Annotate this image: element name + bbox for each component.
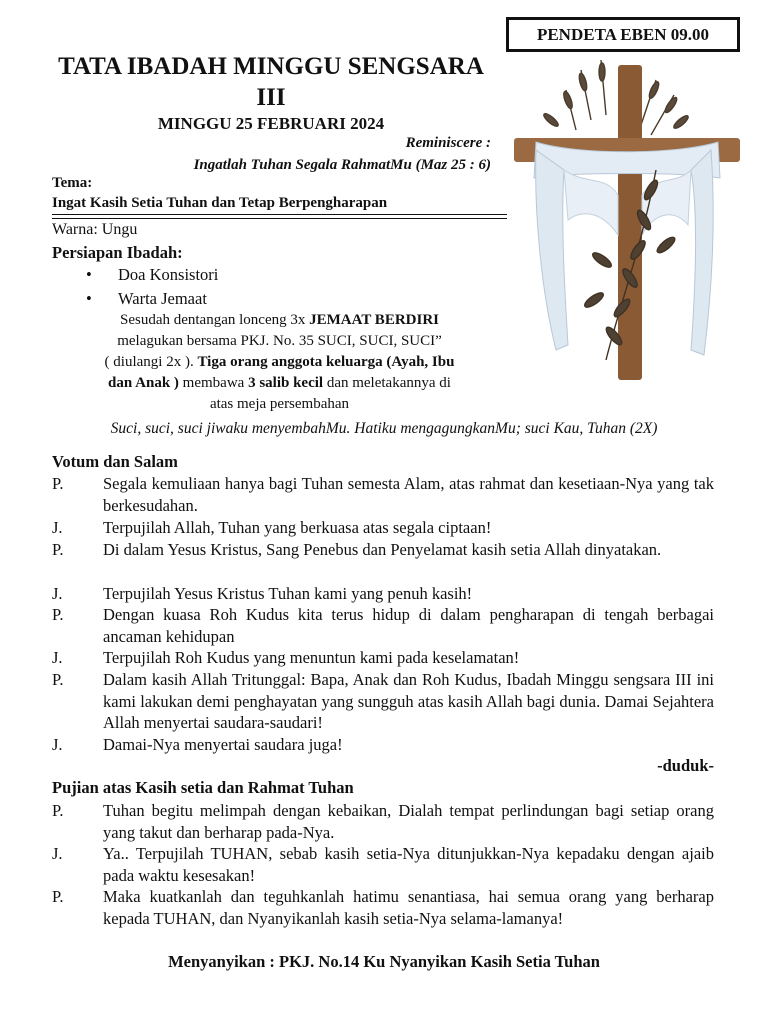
liturgy-line: J. Damai-Nya menyertai saudara juga! (52, 735, 343, 754)
liturgy-line: P. Dengan kuasa Roh Kudus kita terus hidup di dalam pengharapan di tengah berbagai ancaman kehidupan (52, 605, 714, 646)
list-item: • Warta Jemaat (86, 289, 207, 308)
tema-text: Ingat Kasih Setia Tuhan dan Tetap Berpengharapan (52, 195, 388, 211)
liturgy-line: P. Di dalam Yesus Kristus, Sang Penebus dan Penyelamat kasih setia Allah dinyatakan. (52, 540, 662, 559)
instruction-paragraph: Sesudah dentangan lonceng 3x JEMAAT BERDIRI melagukan bersama PKJ. No. 35 SUCI, SUCI, SUCI” ( diulangi 2x ). Tiga orang anggota keluarga (Ayah, Ibu dan Anak ) membawa 3 salib kecil dan meletakannya di atas meja persembahan (104, 312, 455, 412)
hymn-verse: Suci, suci, suci jiwaku menyembahMu. Hatiku mengagungkanMu; suci Kau, Tuhan (2X) (110, 420, 658, 437)
liturgy-line: P. Maka kuatkanlah dan teguhkanlah hatimu senantiasa, hai semua orang yang berharap kepada TUHAN, dan Nyanyikanlah kasih setia-Nya selama-lamanya! (52, 887, 714, 928)
persiapan-heading: Persiapan Ibadah: (52, 243, 183, 262)
leaves-back (542, 60, 690, 135)
service-date: MINGGU 25 FEBRUARI 2024 (157, 114, 385, 133)
liturgy-line: J. Terpujilah Roh Kudus yang menuntun kami pada keselamatan! (52, 648, 520, 667)
votum-heading: Votum dan Salam (52, 452, 178, 471)
closing-hymn: Menyanyikan : PKJ. No.14 Ku Nyanyikan Kasih Setia Tuhan (168, 952, 600, 971)
divider-bottom (52, 218, 507, 219)
divider-top (52, 214, 507, 215)
rubric-sit: -duduk- (657, 756, 714, 775)
page-title-numeral: III (256, 84, 286, 111)
reminiscere-verse: Ingatlah Tuhan Segala RahmatMu (Maz 25 : 6) (193, 157, 491, 173)
list-item: • Doa Konsistori (86, 265, 219, 284)
liturgy-line: P. Segala kemuliaan hanya bagi Tuhan semesta Alam, atas rahmat dan kesetiaan-Nya yang tak berkesudahan. (52, 474, 714, 515)
liturgical-color: Warna: Ungu (52, 221, 138, 238)
cloth-right (691, 150, 713, 355)
reminiscere-label: Reminiscere : (405, 135, 491, 151)
cross-illustration-icon (506, 60, 746, 385)
page-title: TATA IBADAH MINGGU SENGSARA (58, 53, 484, 80)
liturgy-line: J. Terpujilah Allah, Tuhan yang berkuasa atas segala ciptaan! (52, 518, 492, 537)
liturgy-line: P. Tuhan begitu melimpah dengan kebaikan, Dialah tempat perlindungan bagi setiap orang yang takut dan berharap pada-Nya. (52, 801, 714, 842)
liturgy-line: J. Ya.. Terpujilah TUHAN, sebab kasih setia-Nya ditunjukkan-Nya kepadaku dengan ajaib pada waktu kesesakan! (52, 844, 714, 885)
cloth-fold-left (564, 170, 618, 235)
pastor-badge: PENDETA EBEN 09.00 (506, 17, 740, 52)
cross-upright (618, 65, 642, 380)
pujian-heading: Pujian atas Kasih setia dan Rahmat Tuhan (52, 778, 354, 797)
liturgy-line: P. Dalam kasih Allah Tritunggal: Bapa, Anak dan Roh Kudus, Ibadah Minggu sengsara III ini kami lakukan demi penghayatan yang sungguh atas kasih Allah bagi dunia. Damai Sejahtera Allah menyertai saudara-saudari! (52, 670, 714, 733)
bullet-icon: • (86, 289, 92, 308)
bullet-icon: • (86, 265, 92, 284)
tema-label: Tema: (52, 175, 93, 191)
liturgy-line: J. Terpujilah Yesus Kristus Tuhan kami yang penuh kasih! (52, 584, 473, 603)
cloth-left (536, 150, 568, 350)
